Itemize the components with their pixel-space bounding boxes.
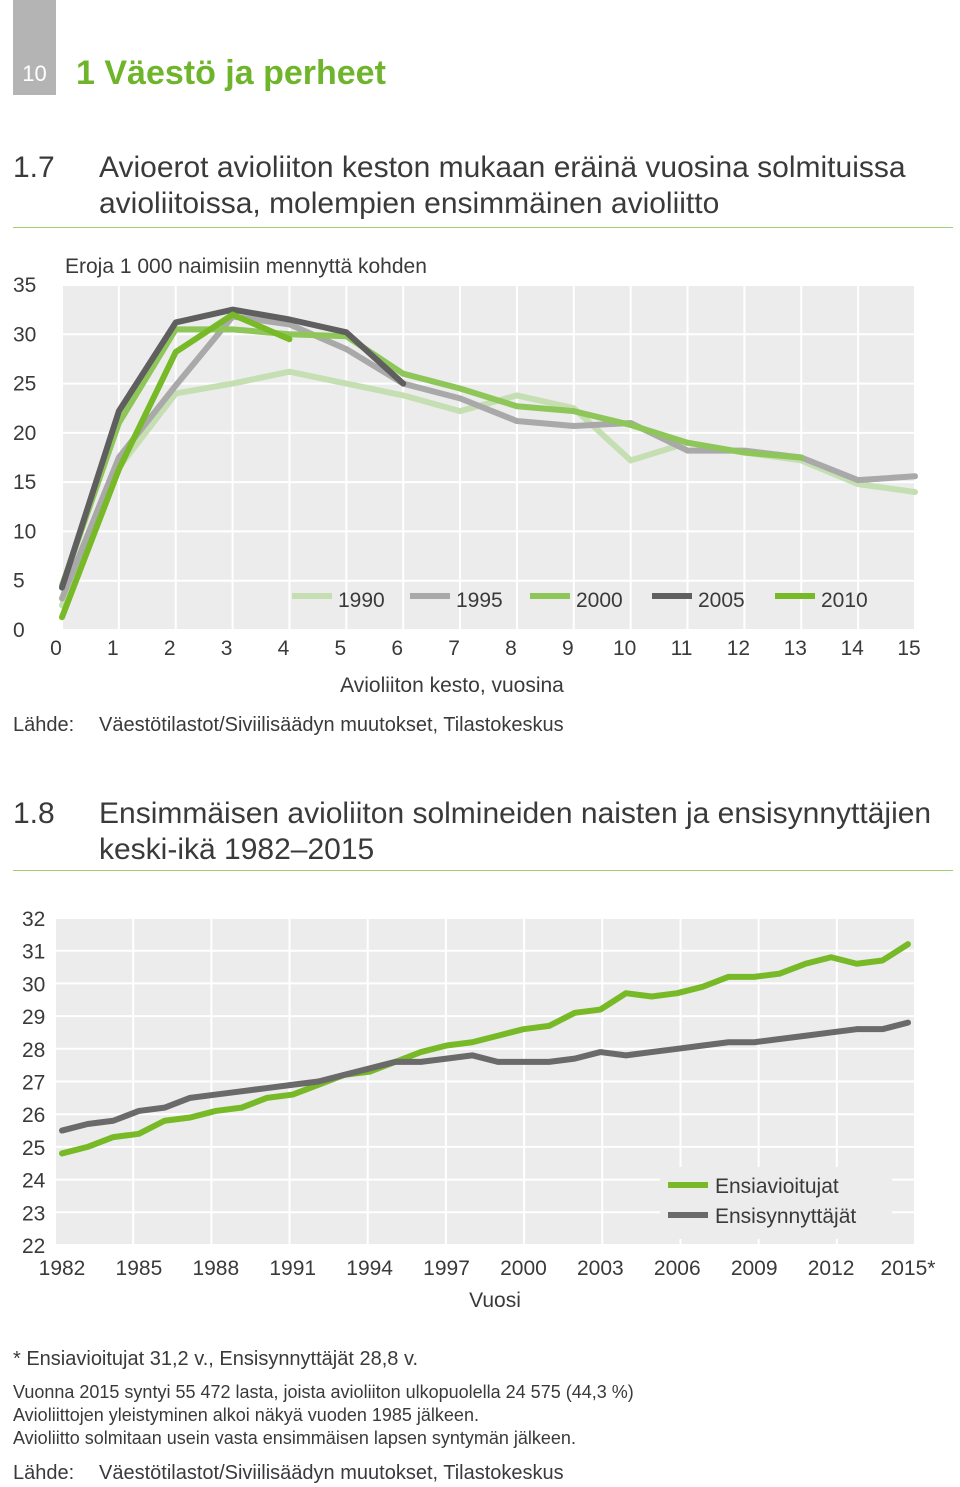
y-tick-label: 29 bbox=[22, 1006, 46, 1030]
y-tick-label: 25 bbox=[22, 1136, 46, 1160]
y-tick-label: 5 bbox=[13, 569, 25, 593]
x-tick-label: 1985 bbox=[115, 1257, 163, 1280]
legend-label: 1995 bbox=[456, 589, 503, 612]
x-tick-label: 2 bbox=[163, 637, 176, 660]
y-tick-label: 31 bbox=[22, 940, 46, 964]
x-tick-label: 8 bbox=[505, 637, 517, 660]
x-tick-label: 2003 bbox=[577, 1257, 624, 1280]
y-tick-label: 0 bbox=[13, 619, 25, 642]
x-tick-label: 2015* bbox=[880, 1257, 936, 1280]
x-tick-label: 0 bbox=[50, 637, 62, 660]
note-line: Avioliittojen yleistyminen alkoi näkyä vuoden 1985 jälkeen. bbox=[13, 1405, 479, 1425]
y-tick-label: 15 bbox=[13, 471, 37, 495]
footnote: * Ensiavioitujat 31,2 v., Ensisynnyttäjät 28,8 v. bbox=[13, 1348, 419, 1370]
y-tick-label: 35 bbox=[13, 274, 37, 297]
legend-label: 1990 bbox=[338, 589, 385, 612]
figure-1-7-number: 1.7 bbox=[13, 151, 55, 184]
x-tick-label: 2000 bbox=[500, 1257, 547, 1280]
x-axis-label: Vuosi bbox=[469, 1289, 521, 1312]
x-tick-label: 2009 bbox=[730, 1257, 778, 1280]
legend-label: 2000 bbox=[576, 589, 623, 612]
y-tick-label: 32 bbox=[22, 908, 46, 931]
x-tick-label: 2012 bbox=[807, 1257, 855, 1280]
note-line: Avioliitto solmitaan usein vasta ensimmäisen lapsen syntymän jälkeen. bbox=[13, 1428, 576, 1448]
y-tick-label: 23 bbox=[22, 1202, 46, 1226]
source-label: Lähde: bbox=[13, 714, 75, 736]
y-tick-label: 26 bbox=[22, 1104, 46, 1128]
chart-mean-age bbox=[0, 895, 960, 1315]
figure-1-7-rule bbox=[13, 227, 953, 228]
y-tick-label: 25 bbox=[13, 372, 37, 396]
x-tick-label: 2006 bbox=[653, 1257, 701, 1280]
figure-1-8-rule bbox=[13, 870, 953, 871]
y-tick-label: 24 bbox=[22, 1169, 46, 1193]
x-tick-label: 11 bbox=[670, 637, 693, 660]
y-axis-label: Eroja 1 000 naimisiin mennyttä kohden bbox=[65, 255, 427, 278]
y-tick-label: 30 bbox=[22, 973, 46, 997]
x-tick-label: 7 bbox=[448, 637, 460, 660]
x-tick-label: 5 bbox=[334, 637, 347, 660]
note-line: Vuonna 2015 syntyi 55 472 lasta, joista avioliiton ulkopuolella 24 575 (44,3 %) bbox=[13, 1382, 634, 1402]
x-tick-label: 15 bbox=[897, 637, 921, 660]
legend-label: Ensisynnyttäjät bbox=[715, 1205, 857, 1228]
x-tick-label: 1982 bbox=[38, 1257, 86, 1280]
x-tick-label: 1988 bbox=[192, 1257, 240, 1280]
x-tick-label: 10 bbox=[612, 637, 637, 660]
y-tick-label: 30 bbox=[13, 323, 37, 347]
x-tick-label: 14 bbox=[840, 637, 864, 660]
x-tick-label: 9 bbox=[561, 637, 574, 660]
page-number: 10 bbox=[13, 0, 56, 95]
y-tick-label: 27 bbox=[22, 1071, 46, 1095]
legend-label: 2010 bbox=[821, 589, 868, 612]
legend-label: 2005 bbox=[698, 589, 745, 612]
y-tick-label: 22 bbox=[22, 1235, 46, 1258]
x-tick-label: 1991 bbox=[269, 1257, 317, 1280]
figure-1-7-title-text: Avioerot avioliiton keston mukaan eräinä vuosina solmituissa avioliitoissa, molempien ensimmäinen avioliitto bbox=[99, 151, 906, 220]
chart-divorces bbox=[0, 250, 960, 697]
y-tick-label: 10 bbox=[13, 520, 37, 544]
x-tick-label: 13 bbox=[783, 637, 807, 660]
x-axis-label: Avioliiton kesto, vuosina bbox=[340, 674, 564, 697]
y-tick-label: 20 bbox=[13, 421, 37, 445]
x-tick-label: 1994 bbox=[346, 1257, 393, 1280]
legend-label: Ensiavioitujat bbox=[715, 1175, 839, 1198]
x-tick-label: 12 bbox=[726, 637, 751, 660]
figure-1-8-title-text: Ensimmäisen avioliiton solmineiden naisten ja ensisynnyttäjien keski-ikä 1982–2015 bbox=[99, 797, 932, 866]
figure-1-8-number: 1.8 bbox=[13, 797, 55, 830]
source-text: Väestötilastot/Siviilisäädyn muutokset, Tilastokeskus bbox=[99, 1462, 564, 1484]
x-tick-label: 6 bbox=[391, 637, 404, 660]
y-tick-label: 28 bbox=[22, 1038, 46, 1062]
source-text: Väestötilastot/Siviilisäädyn muutokset, Tilastokeskus bbox=[99, 714, 564, 736]
chapter-title: 1 Väestö ja perheet bbox=[76, 54, 386, 92]
x-tick-label: 4 bbox=[277, 637, 290, 660]
x-tick-label: 1997 bbox=[423, 1257, 470, 1280]
x-tick-label: 3 bbox=[220, 637, 233, 660]
x-tick-label: 1 bbox=[107, 637, 119, 660]
source-label: Lähde: bbox=[13, 1462, 75, 1484]
